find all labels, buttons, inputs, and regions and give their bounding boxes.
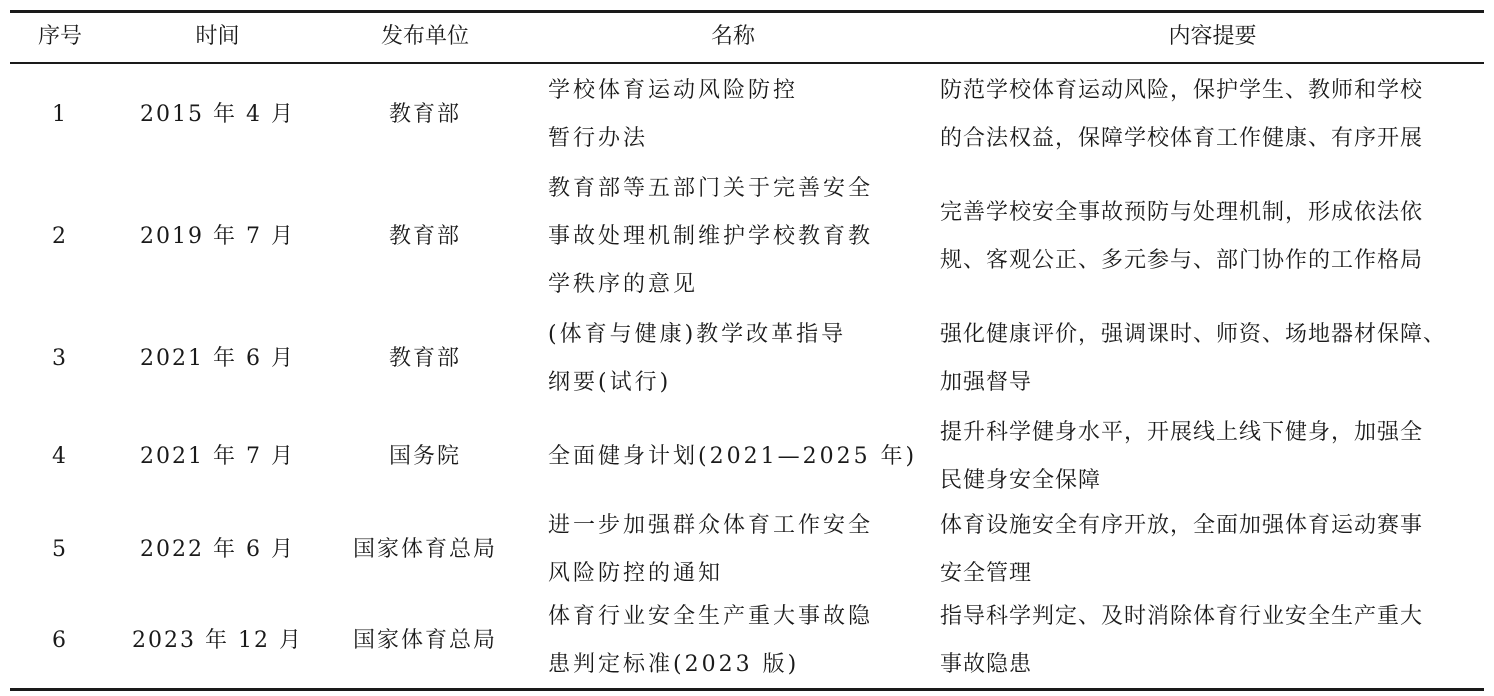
header-time: 时间 [195, 24, 240, 49]
table-row [0, 310, 1494, 408]
cell-summary [940, 310, 1485, 408]
table-bottom-rule [10, 688, 1484, 691]
cell-index: 2 [52, 224, 68, 249]
cell-summary-line: 规、客观公正、多元参与、部门协作的工作格局 [940, 248, 1424, 273]
cell-name [548, 310, 918, 408]
cell-name-line: 风险防控的通知 [548, 561, 724, 586]
cell-summary-line: 事故隐患 [940, 652, 1033, 677]
cell-summary-line: 提升科学健身水平，开展线上线下健身，加强全 [940, 420, 1424, 445]
cell-summary [940, 594, 1485, 688]
cell-publisher: 国家体育总局 [352, 628, 497, 653]
cell-summary [940, 164, 1485, 310]
cell-summary-line: 防范学校体育运动风险，保护学生、教师和学校 [940, 78, 1424, 103]
cell-name [548, 506, 918, 594]
cell-summary [940, 506, 1485, 594]
table-row [0, 164, 1494, 310]
cell-summary [940, 408, 1485, 506]
cell-summary-line: 强化健康评价，强调课时、师资、场地器材保障、 [940, 322, 1447, 347]
cell-name-line: 进一步加强群众体育工作安全 [548, 513, 874, 538]
table-row [0, 506, 1494, 594]
cell-name-line: 学秩序的意见 [548, 272, 699, 297]
cell-publisher: 教育部 [388, 346, 461, 371]
table-row [0, 594, 1494, 688]
cell-name-line: 事故处理机制维护学校教育教 [548, 224, 874, 249]
cell-publisher: 国务院 [388, 444, 461, 469]
table-top-rule [10, 10, 1484, 13]
cell-name [548, 408, 918, 506]
cell-summary-line: 安全管理 [940, 561, 1033, 586]
cell-index: 4 [52, 444, 68, 469]
cell-time: 2021 年 7 月 [140, 444, 295, 469]
cell-time: 2019 年 7 月 [140, 224, 295, 249]
cell-name [548, 594, 918, 688]
header-publisher: 发布单位 [380, 24, 469, 49]
cell-name-line: 学校体育运动风险防控 [548, 78, 799, 103]
header-name: 名称 [710, 24, 755, 49]
cell-name-line: 患判定标准(2023 版) [548, 652, 800, 677]
cell-summary [940, 66, 1485, 164]
header-summary: 内容提要 [1168, 24, 1257, 49]
cell-summary-line: 体育设施安全有序开放，全面加强体育运动赛事 [940, 513, 1424, 538]
cell-time: 2021 年 6 月 [140, 346, 295, 371]
header-index: 序号 [37, 24, 82, 49]
cell-publisher: 教育部 [388, 102, 461, 127]
cell-index: 6 [52, 628, 68, 653]
table-header-rule [10, 62, 1484, 64]
cell-name-line: (体育与健康)教学改革指导 [548, 322, 847, 347]
cell-summary-line: 指导科学判定、及时消除体育行业安全生产重大 [940, 604, 1424, 629]
cell-time: 2015 年 4 月 [140, 102, 295, 127]
cell-index: 5 [52, 537, 68, 562]
cell-publisher: 教育部 [388, 224, 461, 249]
cell-time: 2023 年 12 月 [132, 628, 303, 653]
cell-name-line: 体育行业安全生产重大事故隐 [548, 604, 874, 629]
cell-summary-line: 加强督导 [940, 370, 1033, 395]
table-row [0, 408, 1494, 506]
cell-name [548, 66, 918, 164]
cell-name-line: 教育部等五部门关于完善安全 [548, 176, 874, 201]
cell-time: 2022 年 6 月 [140, 537, 295, 562]
table-row [0, 66, 1494, 164]
cell-index: 1 [52, 102, 68, 127]
cell-summary-line: 民健身安全保障 [940, 468, 1102, 493]
cell-name-line: 纲要(试行) [548, 370, 672, 395]
cell-name-line: 全面健身计划(2021—2025 年) [548, 444, 918, 469]
cell-name [548, 164, 918, 310]
cell-name-line: 暂行办法 [548, 126, 649, 151]
cell-summary-line: 的合法权益，保障学校体育工作健康、有序开展 [940, 126, 1424, 151]
cell-publisher: 国家体育总局 [352, 537, 497, 562]
cell-index: 3 [52, 346, 68, 371]
cell-summary-line: 完善学校安全事故预防与处理机制，形成依法依 [940, 200, 1424, 225]
